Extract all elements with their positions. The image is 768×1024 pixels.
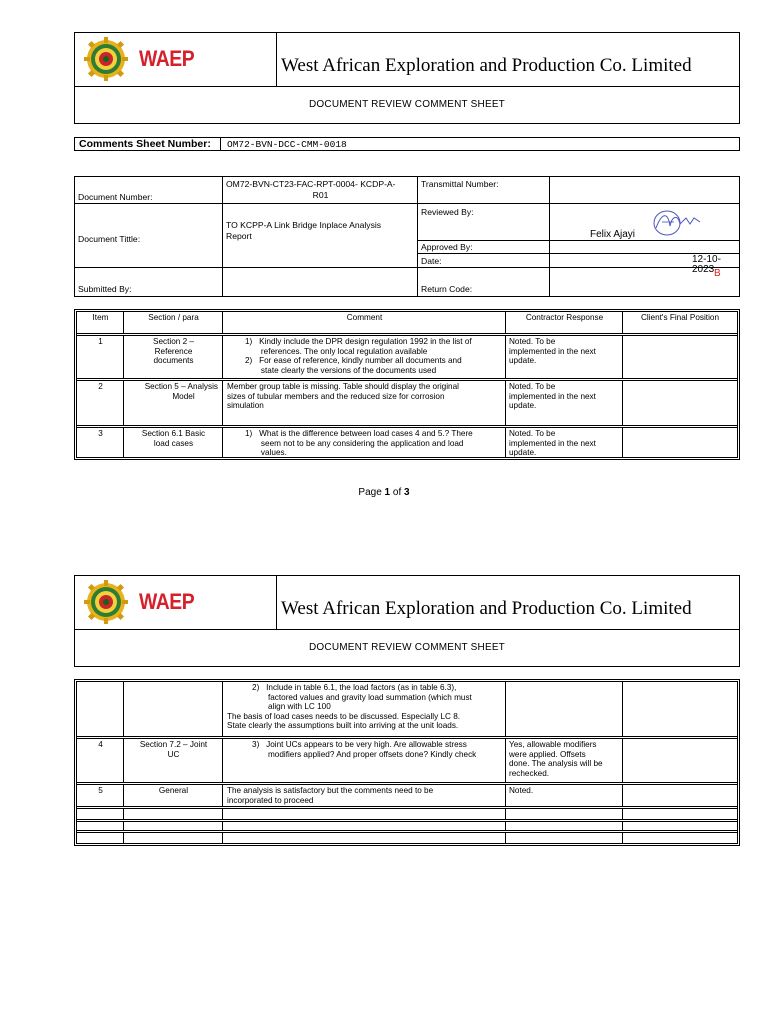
page1-header [74,32,740,124]
row-comment-cell [223,336,506,378]
row-item: 1 [98,337,103,346]
logo-text: WAEP [139,589,195,614]
submitted-by-value-cell [223,268,418,296]
row-section-line: Section 6.1 Basic [141,429,206,438]
row-comment-line: The basis of load cases needs to be discussed. Especially LC 8. [227,711,461,721]
row-comment-cell [223,739,506,782]
header-client: Client's Final Position [640,313,719,322]
transmittal-label-cell [418,177,550,204]
row-comment-cell [223,428,506,457]
row-response-cell [506,822,623,830]
row-comment-line: seem not to be any considering the application and load [245,438,464,448]
row-section-line: Reference [154,346,193,356]
row-comment-line: 3) Joint UCs appears to be very high. Are allowable stress [227,740,467,749]
table-row [77,739,737,785]
waep-gear-logo-icon [84,580,128,624]
sheet-title: DOCUMENT REVIEW COMMENT SHEET [309,642,505,653]
transmittal-value-cell [550,177,739,204]
comments-sheet-number-row [74,137,740,151]
table-row [77,682,737,739]
document-title-line1: TO KCPP-A Link Bridge Inplace Analysis [226,220,382,230]
row-section-cell [124,739,223,782]
row-response-line: rechecked. [509,768,550,778]
document-number-line2: R01 [312,190,329,200]
row-comment-cell [223,785,506,806]
page-middle: of [390,487,405,498]
row-comment-cell [223,682,506,736]
row-section-line: Section 2 – [153,337,194,346]
row-comment-line: state clearly the versions of the documents used [245,365,437,375]
row-comment-line: incorporated to proceed [227,795,314,805]
row-comment-cell [223,833,506,843]
table-row [77,428,737,457]
submitted-by-label: Submitted By: [78,284,132,294]
row-comment-cell [223,381,506,425]
row-comment-line: 2) For ease of reference, kindly number all documents and [245,356,462,366]
header-top-row [75,576,739,630]
row-section-line: Section 7.2 – Joint [139,740,208,749]
date-value-cell [550,254,739,275]
row-item-cell [77,833,124,843]
row-comment-line: references. The only local regulation available [245,346,428,356]
waep-gear-logo-icon [84,37,128,81]
page-current: 1 [384,487,391,498]
document-number-label: Document Number: [78,192,153,202]
sheet-title: DOCUMENT REVIEW COMMENT SHEET [309,99,505,110]
row-comment-line: 2) Include in table 6.1, the load factors (as in table 6.3), [227,683,457,692]
row-item-cell [77,739,124,782]
row-item-cell [77,336,124,378]
approved-by-label: Approved By: [421,242,473,252]
row-section-line: Section 5 – Analysis [144,382,218,391]
row-response-line: implemented in the next [509,391,596,401]
row-comment-line: The analysis is satisfactory but the comments need to be [227,786,434,795]
row-item-cell [77,809,124,819]
date-label-cell [418,254,550,268]
return-code-label-cell [418,268,550,296]
row-item-cell [77,682,124,736]
row-section-line: load cases [153,438,194,448]
reviewed-by-value: Felix Ajayi [590,229,636,240]
row-item: 2 [98,382,103,391]
table-row-empty [77,822,737,833]
row-comment-line: 1) What is the difference between load cases 4 and 5.? There [245,429,473,438]
submitted-by-label-cell [75,268,223,296]
row-section-cell [124,785,223,806]
row-comment-line: align with LC 100 [227,702,331,712]
document-title-label-cell [75,204,223,268]
row-comment-line: simulation [227,401,264,411]
company-name: West African Exploration and Production Co. Limited [281,55,692,76]
row-response-line: update. [509,401,537,411]
page1-comment-table [74,309,740,460]
row-comment-line: 1) Kindly include the DPR design regulation 1992 in the list of [245,337,472,346]
table-row-empty [77,809,737,822]
document-title-label: Document Tittle: [78,234,141,244]
header-section: Section / para [148,313,199,322]
logo-text: WAEP [139,46,195,71]
document-title-line2: Report [226,231,252,241]
row-item: 5 [98,786,103,795]
header-item: Item [92,313,109,322]
row-response-cell [506,381,623,425]
comments-sheet-number-value: OM72-BVN-DCC-CMM-0018 [227,139,347,150]
approved-by-label-cell [418,241,550,254]
row-response-cell [506,785,623,806]
row-response-cell [506,739,623,782]
row-item-cell [77,381,124,425]
row-response-cell [506,682,623,736]
header-top-row [75,33,739,87]
header-comment: Comment [346,313,383,322]
row-response-line: Noted. To be [509,382,556,391]
document-number-label-cell [75,177,223,204]
row-response-line: Noted. To be [509,429,556,438]
row-response-line: Yes, allowable modifiers [509,740,597,749]
reviewed-by-label: Reviewed By: [421,207,474,217]
row-section-cell [124,381,223,425]
row-response-cell [506,428,623,457]
header-item-cell [77,312,124,333]
return-code-value-cell [550,268,739,296]
row-response-line: update. [509,448,537,458]
row-comment-cell [223,809,506,819]
reviewed-by-label-cell [418,204,550,241]
comment-table-header [77,312,737,336]
row-section-line: UC [167,749,180,759]
row-item-cell [77,822,124,830]
row-comment-line: sizes of tubular members and the reduced size for corrosion [227,391,445,401]
row-section-line: Model [172,391,195,401]
company-name: West African Exploration and Production Co. Limited [281,598,692,619]
page-prefix: Page [358,487,385,498]
row-response-line: Noted. To be [509,337,556,346]
row-comment-cell [223,822,506,830]
return-code-label: Return Code: [421,284,473,294]
row-response-line: Noted. [509,786,534,795]
date-label: Date: [421,256,442,266]
logo-cell [75,33,277,86]
table-row [77,785,737,809]
row-response-line: done. The analysis will be [509,759,603,769]
row-section-cell [124,682,223,736]
table-row-empty [77,833,737,843]
row-response-line: were applied. Offsets [509,749,586,759]
page2-header [74,575,740,667]
row-comment-line: Member group table is missing. Table should display the original [227,382,459,391]
header-contractor-cell [506,312,623,333]
row-response-line: implemented in the next [509,346,596,356]
row-comment-line: values. [245,448,287,458]
row-section-line: documents [153,356,194,366]
comments-sheet-number-label: Comments Sheet Number: [75,138,221,150]
table-row [77,336,737,381]
transmittal-label: Transmittal Number: [421,179,499,189]
date-value: 12-10-2023 [692,254,721,275]
page-total: 3 [404,487,410,498]
row-item-cell [77,785,124,806]
approved-by-value-cell [550,241,739,254]
row-item: 4 [98,740,103,749]
row-section-cell [124,833,223,843]
row-section-cell [124,822,223,830]
return-code-value: B [714,268,721,279]
row-response-cell [506,833,623,843]
row-section-line: General [158,786,189,795]
header-comment-cell [223,312,506,333]
logo-cell [75,576,277,629]
row-comment-line: modifiers applied? And proper offsets done? Kindly check [227,749,477,759]
row-section-cell [124,336,223,378]
row-item: 3 [98,429,103,438]
row-section-cell [124,809,223,819]
reviewed-by-value-cell [550,204,739,241]
row-comment-line: State clearly the assumptions built into arriving at the unit loads. [227,721,459,731]
row-response-line: update. [509,356,537,366]
row-response-cell [506,336,623,378]
document-number-line1: OM72-BVN-CT23-FAC-RPT-0004- KCDP-A- [226,179,396,189]
page-indicator [0,487,768,498]
row-comment-line: factored values and gravity load summation (which must [227,692,472,702]
page2-comment-table [74,679,740,846]
document-number-value-cell [223,177,418,204]
document-title-value-cell [223,204,418,268]
row-response-cell [506,809,623,819]
row-item-cell [77,428,124,457]
table-row [77,381,737,428]
header-section-cell [124,312,223,333]
signature-icon [650,208,706,238]
row-response-line: implemented in the next [509,438,596,448]
row-section-cell [124,428,223,457]
document-info-table [74,176,740,297]
header-contractor: Contractor Response [525,313,604,322]
